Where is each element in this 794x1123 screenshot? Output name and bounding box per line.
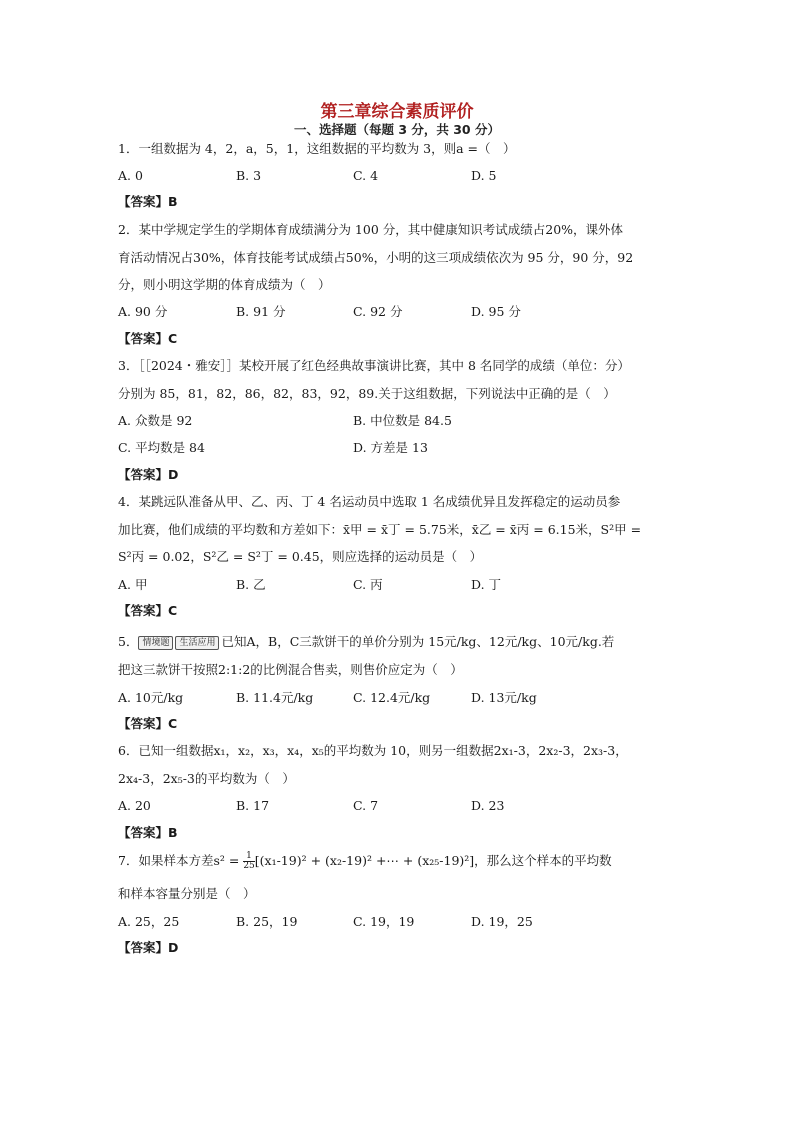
q6-answer: 【答案】B	[118, 825, 178, 840]
fraction-one-over-25: $\frac{1}{25}$	[243, 851, 255, 871]
q6-option-c: C. 7	[353, 798, 379, 813]
question-3-line-2: 分别为 85，81，82，86，82，83，92，89.关于这组数据，下列说法中正确的是（ ）	[118, 386, 616, 401]
q6-option-d: D. 23	[471, 798, 505, 813]
q6-option-b: B. 17	[236, 798, 270, 813]
context-tag: 情境题	[138, 636, 173, 650]
q1-option-a: A. 0	[118, 168, 143, 183]
q1-option-b: B. 3	[236, 168, 262, 183]
q7-option-a: A. 25，25	[118, 914, 180, 929]
q3-option-c: C. 平均数是 84	[118, 440, 205, 455]
question-4-line-2: 加比赛，他们成绩的平均数和方差如下：x̄甲 = x̄丁 = 5.75米，x̄乙 = x̄丙 = 6.15米，S²甲 =	[118, 522, 642, 537]
q5-option-b: B. 11.4元/kg	[236, 690, 314, 705]
q2-option-c: C. 92 分	[353, 304, 403, 319]
q5-option-d: D. 13元/kg	[471, 690, 537, 705]
question-4-line-3: S²丙 = 0.02，S²乙 = S²丁 = 0.45，则应选择的运动员是（ ）	[118, 549, 483, 564]
question-7-line-1	[118, 852, 612, 871]
q4-option-d: D. 丁	[471, 577, 502, 592]
q3-answer: 【答案】D	[118, 467, 179, 482]
question-1-text: 1．一组数据为 4，2，a，5，1，这组数据的平均数为 3，则a =（ ）	[118, 141, 516, 156]
question-7-line-2: 和样本容量分别是（ ）	[118, 886, 256, 901]
page-title: 第三章综合素质评价	[320, 102, 474, 122]
question-5-text: 已知A，B，C三款饼干的单价分别为 15元/kg、12元/kg、10元/kg.若	[221, 634, 615, 649]
q4-option-a: A. 甲	[118, 577, 148, 592]
q4-option-c: C. 丙	[353, 577, 383, 592]
q4-option-b: B. 乙	[236, 577, 266, 592]
question-3-line-1: 3．［［2024・雅安］］某校开展了红色经典故事演讲比赛，其中 8 名同学的成绩（单位：分）	[118, 358, 630, 373]
question-2-line-1: 2．某中学规定学生的学期体育成绩满分为 100 分，其中健康知识考试成绩占20%，课外体	[118, 222, 624, 237]
question-6-line-1: 6．已知一组数据x₁，x₂，x₃，x₄，x₅的平均数为 10，则另一组数据2x₁-3，2x₂-3，2x₃-3，	[118, 743, 628, 758]
question-5-line-1	[118, 634, 614, 650]
q1-option-c: C. 4	[353, 168, 379, 183]
q7-option-c: C. 19，19	[353, 914, 415, 929]
question-2-line-2: 育活动情况占30%，体育技能考试成绩占50%，小明的这三项成绩依次为 95 分，90 分，92	[118, 250, 634, 265]
life-application-tag: 生活应用	[175, 636, 219, 650]
question-7-formula: [(x₁-19)² + (x₂-19)² +⋯ + (x₂₅-19)²]，那么这个样本的平均数	[254, 853, 612, 868]
q6-option-a: A. 20	[118, 798, 151, 813]
q3-option-a: A. 众数是 92	[118, 413, 193, 428]
q1-answer: 【答案】B	[118, 194, 178, 209]
question-5-number: 5．	[118, 634, 139, 649]
q2-option-d: D. 95 分	[471, 304, 521, 319]
q7-option-b: B. 25，19	[236, 914, 298, 929]
question-5-line-2: 把这三款饼干按照2:1:2的比例混合售卖，则售价应定为（ ）	[118, 662, 463, 677]
question-6-line-2: 2x₄-3，2x₅-3的平均数为（ ）	[118, 771, 295, 786]
question-2-line-3: 分，则小明这学期的体育成绩为（ ）	[118, 277, 331, 292]
q1-option-d: D. 5	[471, 168, 497, 183]
q2-answer: 【答案】C	[118, 331, 178, 346]
section-heading: 一、选择题（每题 3 分，共 30 分）	[293, 122, 500, 137]
q3-option-d: D. 方差是 13	[353, 440, 428, 455]
q2-option-b: B. 91 分	[236, 304, 286, 319]
question-4-line-1: 4．某跳远队准备从甲、乙、丙、丁 4 名运动员中选取 1 名成绩优异且发挥稳定的运动员参	[118, 494, 621, 509]
q7-answer: 【答案】D	[118, 940, 179, 955]
q3-option-b: B. 中位数是 84.5	[353, 413, 452, 428]
q7-option-d: D. 19，25	[471, 914, 533, 929]
q5-answer: 【答案】C	[118, 716, 178, 731]
q4-answer: 【答案】C	[118, 603, 178, 618]
q5-option-c: C. 12.4元/kg	[353, 690, 431, 705]
q5-option-a: A. 10元/kg	[118, 690, 184, 705]
q2-option-a: A. 90 分	[118, 304, 168, 319]
question-7-lead: 7．如果样本方差s² =	[118, 853, 240, 868]
